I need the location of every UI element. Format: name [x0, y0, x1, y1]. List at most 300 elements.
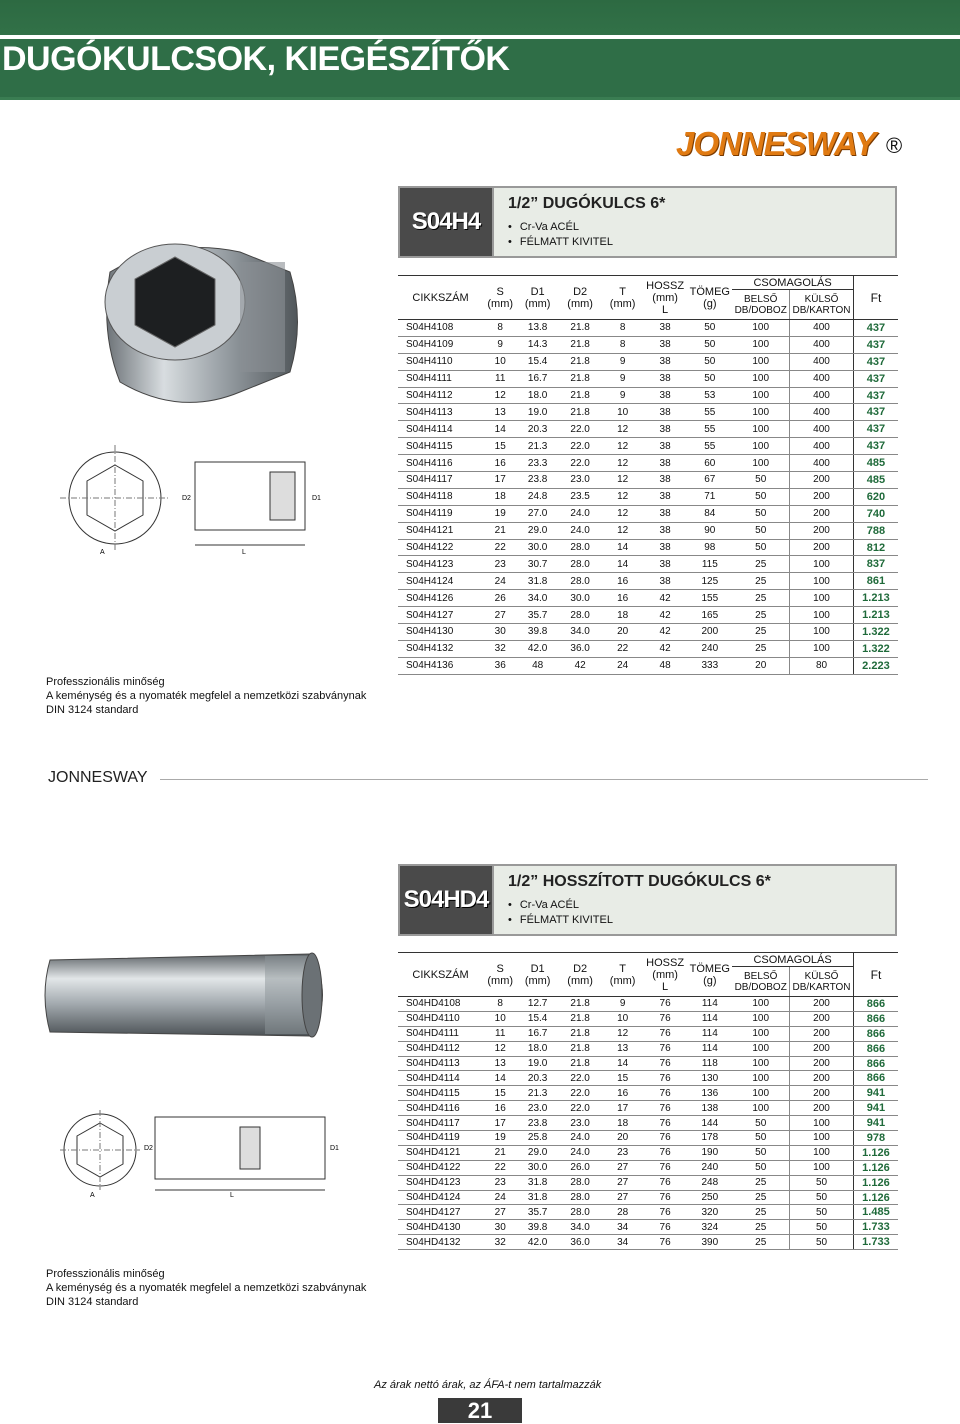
table-cell: 25	[732, 624, 789, 641]
table-cell: 9	[602, 997, 642, 1012]
col-header-code: CIKKSZÁM	[398, 953, 483, 997]
table-cell: 100	[732, 438, 789, 455]
table-cell: 200	[790, 1101, 854, 1116]
table-cell: 30.0	[517, 539, 557, 556]
table-cell: 23.5	[558, 488, 603, 505]
table-cell: 200	[790, 1056, 854, 1071]
cell-code: S04H4124	[398, 573, 483, 590]
quality-note	[46, 675, 366, 717]
table-cell: 28.0	[558, 1175, 603, 1190]
table-cell: 38	[643, 438, 688, 455]
table-cell: 21	[483, 522, 517, 539]
table-cell: 22	[483, 539, 517, 556]
table-cell: 27	[602, 1190, 642, 1205]
table-cell: 200	[790, 488, 854, 505]
table-cell: 30	[483, 624, 517, 641]
table-cell: 9	[602, 370, 642, 387]
table-cell: 400	[790, 336, 854, 353]
table-cell: 12	[602, 421, 642, 438]
table-row	[398, 421, 898, 438]
table-cell: 23	[483, 556, 517, 573]
table-row	[398, 1145, 898, 1160]
cell-code: S04HD4130	[398, 1220, 483, 1235]
table-cell: 50	[732, 539, 789, 556]
table-cell: 400	[790, 320, 854, 337]
table-cell: 76	[643, 1011, 688, 1026]
cell-code: S04HD4113	[398, 1056, 483, 1071]
table-cell: 12	[602, 455, 642, 472]
table-cell: 25	[732, 1175, 789, 1190]
table-row	[398, 505, 898, 522]
table-cell: 144	[687, 1116, 732, 1131]
table-cell: 165	[687, 607, 732, 624]
table-row	[398, 1175, 898, 1190]
table-cell: 23.0	[558, 1116, 603, 1131]
table-row	[398, 1116, 898, 1131]
table-cell: 400	[790, 370, 854, 387]
table-cell: 400	[790, 455, 854, 472]
table-cell: 200	[687, 624, 732, 641]
table-cell: 80	[790, 657, 854, 674]
table-cell: 23	[602, 1145, 642, 1160]
table-cell: 21.8	[558, 404, 603, 421]
cell-code: S04HD4124	[398, 1190, 483, 1205]
table-cell: 14	[602, 539, 642, 556]
table-cell: 38	[643, 556, 688, 573]
table-cell: 28.0	[558, 556, 603, 573]
table-cell: 76	[643, 1131, 688, 1146]
table-cell: 25	[732, 556, 789, 573]
table-cell: 13	[602, 1041, 642, 1056]
table-cell: 50	[732, 1131, 789, 1146]
table-row	[398, 1041, 898, 1056]
table-cell: 21.3	[517, 1086, 557, 1101]
table-cell: 38	[643, 505, 688, 522]
table-cell: 100	[790, 640, 854, 657]
cell-price: 941	[853, 1116, 898, 1131]
table-cell: 100	[790, 573, 854, 590]
table-cell: 42.0	[517, 1235, 557, 1250]
table-cell: 21.8	[558, 997, 603, 1012]
table-cell: 100	[732, 404, 789, 421]
table-cell: 29.0	[517, 1145, 557, 1160]
table-cell: 100	[732, 370, 789, 387]
cell-price: 2.223	[853, 657, 898, 674]
cell-code: S04H4122	[398, 539, 483, 556]
table-cell: 38	[643, 421, 688, 438]
cell-code: S04HD4108	[398, 997, 483, 1012]
cell-price: 788	[853, 522, 898, 539]
table-cell: 100	[732, 387, 789, 404]
table-cell: 42	[643, 590, 688, 607]
cell-code: S04H4121	[398, 522, 483, 539]
table-cell: 71	[687, 488, 732, 505]
table-cell: 38	[643, 522, 688, 539]
table-row	[398, 522, 898, 539]
feature-item: • Cr-Va ACÉL	[508, 221, 613, 233]
table-cell: 76	[643, 1086, 688, 1101]
table-cell: 21.3	[517, 438, 557, 455]
cell-price: 437	[853, 320, 898, 337]
note-line: A keménység és a nyomaték megfelel a nemzetközi szabványnak	[46, 1282, 367, 1294]
table-cell: 24.0	[558, 1131, 603, 1146]
table-cell: 100	[732, 1041, 789, 1056]
table-cell: 114	[687, 1041, 732, 1056]
table-cell: 34	[602, 1235, 642, 1250]
table-cell: 15.4	[517, 353, 557, 370]
table-cell: 38	[643, 320, 688, 337]
table-cell: 36.0	[558, 640, 603, 657]
table-cell: 35.7	[517, 1205, 557, 1220]
table-cell: 27	[483, 607, 517, 624]
cell-price: 437	[853, 336, 898, 353]
table-row	[398, 1220, 898, 1235]
table-cell: 100	[732, 1056, 789, 1071]
table-cell: 36	[483, 657, 517, 674]
col-header-packaging: CSOMAGOLÁS	[732, 953, 853, 967]
feature-item: • FÉLMATT KIVITEL	[508, 914, 613, 926]
table-cell: 50	[732, 472, 789, 489]
cell-price: 1.126	[853, 1145, 898, 1160]
table-cell: 22.0	[558, 1086, 603, 1101]
table-cell: 22	[602, 640, 642, 657]
table-cell: 24	[483, 1190, 517, 1205]
table-cell: 100	[732, 1011, 789, 1026]
table-cell: 39.8	[517, 1220, 557, 1235]
cell-code: S04H4116	[398, 455, 483, 472]
cell-code: S04HD4122	[398, 1160, 483, 1175]
cell-code: S04HD4110	[398, 1011, 483, 1026]
table-cell: 50	[732, 488, 789, 505]
table-cell: 320	[687, 1205, 732, 1220]
table-row	[398, 1056, 898, 1071]
table-cell: 24.0	[558, 522, 603, 539]
table-cell: 76	[643, 997, 688, 1012]
table-cell: 50	[687, 353, 732, 370]
table-cell: 34.0	[558, 624, 603, 641]
cell-price: 437	[853, 353, 898, 370]
product-title-box	[494, 186, 897, 258]
table-cell: 14	[483, 1071, 517, 1086]
product-title: 1/2” DUGÓKULCS 6*	[508, 195, 666, 212]
table-row	[398, 556, 898, 573]
table-cell: 30.0	[517, 1160, 557, 1175]
table-cell: 17	[483, 472, 517, 489]
col-header-price: Ft	[853, 953, 898, 997]
table-cell: 76	[643, 1026, 688, 1041]
product-code: S04HD4	[403, 886, 489, 913]
table-cell: 100	[790, 1145, 854, 1160]
table-cell: 14	[483, 421, 517, 438]
note-line: DIN 3124 standard	[46, 704, 139, 716]
cell-code: S04H4110	[398, 353, 483, 370]
table-cell: 55	[687, 438, 732, 455]
table-cell: 25	[732, 640, 789, 657]
table-cell: 11	[483, 370, 517, 387]
table-cell: 114	[687, 1011, 732, 1026]
table-cell: 15	[483, 438, 517, 455]
cell-code: S04HD4114	[398, 1071, 483, 1086]
table-cell: 200	[790, 1086, 854, 1101]
table-cell: 21.8	[558, 370, 603, 387]
table-cell: 39.8	[517, 624, 557, 641]
table-cell: 13.8	[517, 320, 557, 337]
table-cell: 12	[483, 387, 517, 404]
cell-price: 866	[853, 997, 898, 1012]
table-row	[398, 1026, 898, 1041]
table-cell: 76	[643, 1116, 688, 1131]
table-cell: 50	[790, 1235, 854, 1250]
col-header-s: S (mm)	[483, 276, 517, 320]
table-row	[398, 387, 898, 404]
cell-code: S04H4117	[398, 472, 483, 489]
table-cell: 16	[602, 573, 642, 590]
table-cell: 400	[790, 387, 854, 404]
table-cell: 38	[643, 336, 688, 353]
table-cell: 50	[732, 505, 789, 522]
table-cell: 22.0	[558, 421, 603, 438]
table-cell: 23.0	[558, 472, 603, 489]
table-cell: 25	[732, 1235, 789, 1250]
table-cell: 50	[790, 1220, 854, 1235]
table-cell: 34.0	[517, 590, 557, 607]
table-cell: 240	[687, 640, 732, 657]
table-cell: 38	[643, 404, 688, 421]
table-cell: 14	[602, 556, 642, 573]
table-cell: 390	[687, 1235, 732, 1250]
technical-drawing	[60, 440, 340, 560]
table-cell: 250	[687, 1190, 732, 1205]
table-cell: 32	[483, 640, 517, 657]
table-cell: 18	[483, 488, 517, 505]
table-cell: 76	[643, 1101, 688, 1116]
cell-code: S04H4119	[398, 505, 483, 522]
feature-item: • FÉLMATT KIVITEL	[508, 236, 613, 248]
col-header-outer: KÜLSŐ DB/KARTON	[790, 967, 854, 997]
dim-label-l: L	[230, 1192, 234, 1199]
table-cell: 42	[643, 640, 688, 657]
table-cell: 35.7	[517, 607, 557, 624]
table-cell: 200	[790, 505, 854, 522]
table-cell: 114	[687, 1026, 732, 1041]
table-cell: 100	[790, 556, 854, 573]
table-cell: 18	[602, 607, 642, 624]
spec-table-s04h4	[398, 275, 898, 675]
cell-price: 866	[853, 1011, 898, 1026]
table-cell: 13	[483, 404, 517, 421]
cell-code: S04H4118	[398, 488, 483, 505]
table-cell: 42	[643, 607, 688, 624]
cell-code: S04HD4132	[398, 1235, 483, 1250]
table-cell: 34.0	[558, 1220, 603, 1235]
table-cell: 12	[602, 522, 642, 539]
table-cell: 19.0	[517, 1056, 557, 1071]
cell-code: S04HD4111	[398, 1026, 483, 1041]
table-cell: 28.0	[558, 1190, 603, 1205]
table-row	[398, 336, 898, 353]
feature-list	[508, 899, 613, 929]
table-cell: 48	[643, 657, 688, 674]
table-cell: 200	[790, 472, 854, 489]
col-header-inner: BELSŐ DB/DOBOZ	[732, 967, 789, 997]
table-cell: 48	[517, 657, 557, 674]
col-header-packaging: CSOMAGOLÁS	[732, 276, 853, 290]
table-cell: 200	[790, 997, 854, 1012]
feature-item: • Cr-Va ACÉL	[508, 899, 613, 911]
table-cell: 27.0	[517, 505, 557, 522]
table-cell: 60	[687, 455, 732, 472]
table-cell: 100	[732, 1026, 789, 1041]
cell-code: S04H4111	[398, 370, 483, 387]
dim-label-d1: D1	[330, 1145, 339, 1152]
table-cell: 200	[790, 539, 854, 556]
divider-line	[160, 779, 928, 780]
table-row	[398, 657, 898, 674]
cell-price: 437	[853, 404, 898, 421]
table-cell: 21.8	[558, 320, 603, 337]
table-row	[398, 438, 898, 455]
table-cell: 42	[558, 657, 603, 674]
table-cell: 17	[483, 1116, 517, 1131]
table-cell: 12	[602, 488, 642, 505]
table-cell: 25	[732, 607, 789, 624]
cell-price: 1.126	[853, 1175, 898, 1190]
table-cell: 100	[732, 455, 789, 472]
cell-price: 620	[853, 488, 898, 505]
table-cell: 10	[602, 404, 642, 421]
table-cell: 12	[602, 1026, 642, 1041]
table-cell: 8	[602, 320, 642, 337]
cell-price: 866	[853, 1071, 898, 1086]
table-cell: 100	[790, 1116, 854, 1131]
cell-price: 1.213	[853, 590, 898, 607]
table-row	[398, 455, 898, 472]
table-cell: 100	[790, 624, 854, 641]
table-cell: 76	[643, 1190, 688, 1205]
table-cell: 10	[483, 1011, 517, 1026]
table-cell: 8	[602, 336, 642, 353]
cell-code: S04H4126	[398, 590, 483, 607]
note-line: Professzionális minőség	[46, 676, 165, 688]
dim-label-d1: D1	[312, 495, 321, 502]
product-title: 1/2” HOSSZÍTOTT DUGÓKULCS 6*	[508, 873, 771, 890]
table-cell: 28.0	[558, 573, 603, 590]
cell-price: 1.126	[853, 1190, 898, 1205]
table-cell: 38	[643, 455, 688, 472]
table-cell: 10	[483, 353, 517, 370]
table-cell: 50	[687, 320, 732, 337]
cell-code: S04H4132	[398, 640, 483, 657]
table-cell: 50	[790, 1190, 854, 1205]
dim-label-d2: D2	[144, 1145, 153, 1152]
table-cell: 136	[687, 1086, 732, 1101]
table-cell: 16.7	[517, 370, 557, 387]
cell-code: S04HD4127	[398, 1205, 483, 1220]
table-cell: 100	[790, 590, 854, 607]
table-cell: 27	[602, 1175, 642, 1190]
divider-brand-label: JONNESWAY	[48, 769, 148, 786]
table-row	[398, 1131, 898, 1146]
cell-price: 812	[853, 539, 898, 556]
table-cell: 16	[602, 1086, 642, 1101]
table-cell: 200	[790, 522, 854, 539]
cell-code: S04HD4116	[398, 1101, 483, 1116]
table-cell: 17	[602, 1101, 642, 1116]
table-cell: 23	[483, 1175, 517, 1190]
table-cell: 25	[732, 1220, 789, 1235]
table-cell: 38	[643, 488, 688, 505]
cell-price: 437	[853, 421, 898, 438]
table-cell: 24.8	[517, 488, 557, 505]
price-footnote: Az árak nettó árak, az ÁFA-t nem tartalmazzák	[374, 1379, 602, 1391]
cell-price: 1.733	[853, 1220, 898, 1235]
note-line: A keménység és a nyomaték megfelel a nemzetközi szabványnak	[46, 690, 367, 702]
table-cell: 21.8	[558, 1041, 603, 1056]
table-cell: 50	[732, 522, 789, 539]
cell-price: 866	[853, 1026, 898, 1041]
table-cell: 20.3	[517, 1071, 557, 1086]
table-cell: 32	[483, 1235, 517, 1250]
cell-code: S04H4114	[398, 421, 483, 438]
table-cell: 26	[483, 590, 517, 607]
cell-price: 1.733	[853, 1235, 898, 1250]
table-cell: 29.0	[517, 522, 557, 539]
table-cell: 118	[687, 1056, 732, 1071]
table-cell: 10	[602, 1011, 642, 1026]
table-cell: 50	[790, 1205, 854, 1220]
table-cell: 11	[483, 1026, 517, 1041]
table-cell: 400	[790, 404, 854, 421]
cell-price: 861	[853, 573, 898, 590]
table-cell: 50	[790, 1175, 854, 1190]
table-cell: 30	[483, 1220, 517, 1235]
dim-label-d2: D2	[182, 495, 191, 502]
col-header-length: HOSSZ (mm) L	[643, 953, 688, 997]
registered-mark: ®	[886, 133, 903, 158]
table-cell: 90	[687, 522, 732, 539]
table-cell: 36.0	[558, 1235, 603, 1250]
cell-code: S04H4127	[398, 607, 483, 624]
table-cell: 200	[790, 1071, 854, 1086]
table-row	[398, 370, 898, 387]
col-header-inner: BELSŐ DB/DOBOZ	[732, 290, 789, 320]
table-cell: 115	[687, 556, 732, 573]
table-cell: 8	[483, 997, 517, 1012]
col-header-d1: D1 (mm)	[517, 953, 557, 997]
table-cell: 50	[687, 370, 732, 387]
table-cell: 25.8	[517, 1131, 557, 1146]
cell-code: S04H4113	[398, 404, 483, 421]
table-cell: 18.0	[517, 387, 557, 404]
cell-code: S04HD4121	[398, 1145, 483, 1160]
table-cell: 28.0	[558, 607, 603, 624]
cell-price: 437	[853, 387, 898, 404]
table-cell: 18	[602, 1116, 642, 1131]
cell-price: 1.213	[853, 607, 898, 624]
socket-photo	[90, 232, 310, 412]
cell-price: 1.126	[853, 1160, 898, 1175]
table-cell: 15	[602, 1071, 642, 1086]
dim-label-a: A	[90, 1192, 95, 1199]
table-cell: 200	[790, 1041, 854, 1056]
table-cell: 12	[602, 505, 642, 522]
table-cell: 14	[602, 1056, 642, 1071]
table-row	[398, 1086, 898, 1101]
table-cell: 76	[643, 1056, 688, 1071]
col-header-price: Ft	[853, 276, 898, 320]
table-cell: 55	[687, 404, 732, 421]
table-cell: 21.8	[558, 387, 603, 404]
